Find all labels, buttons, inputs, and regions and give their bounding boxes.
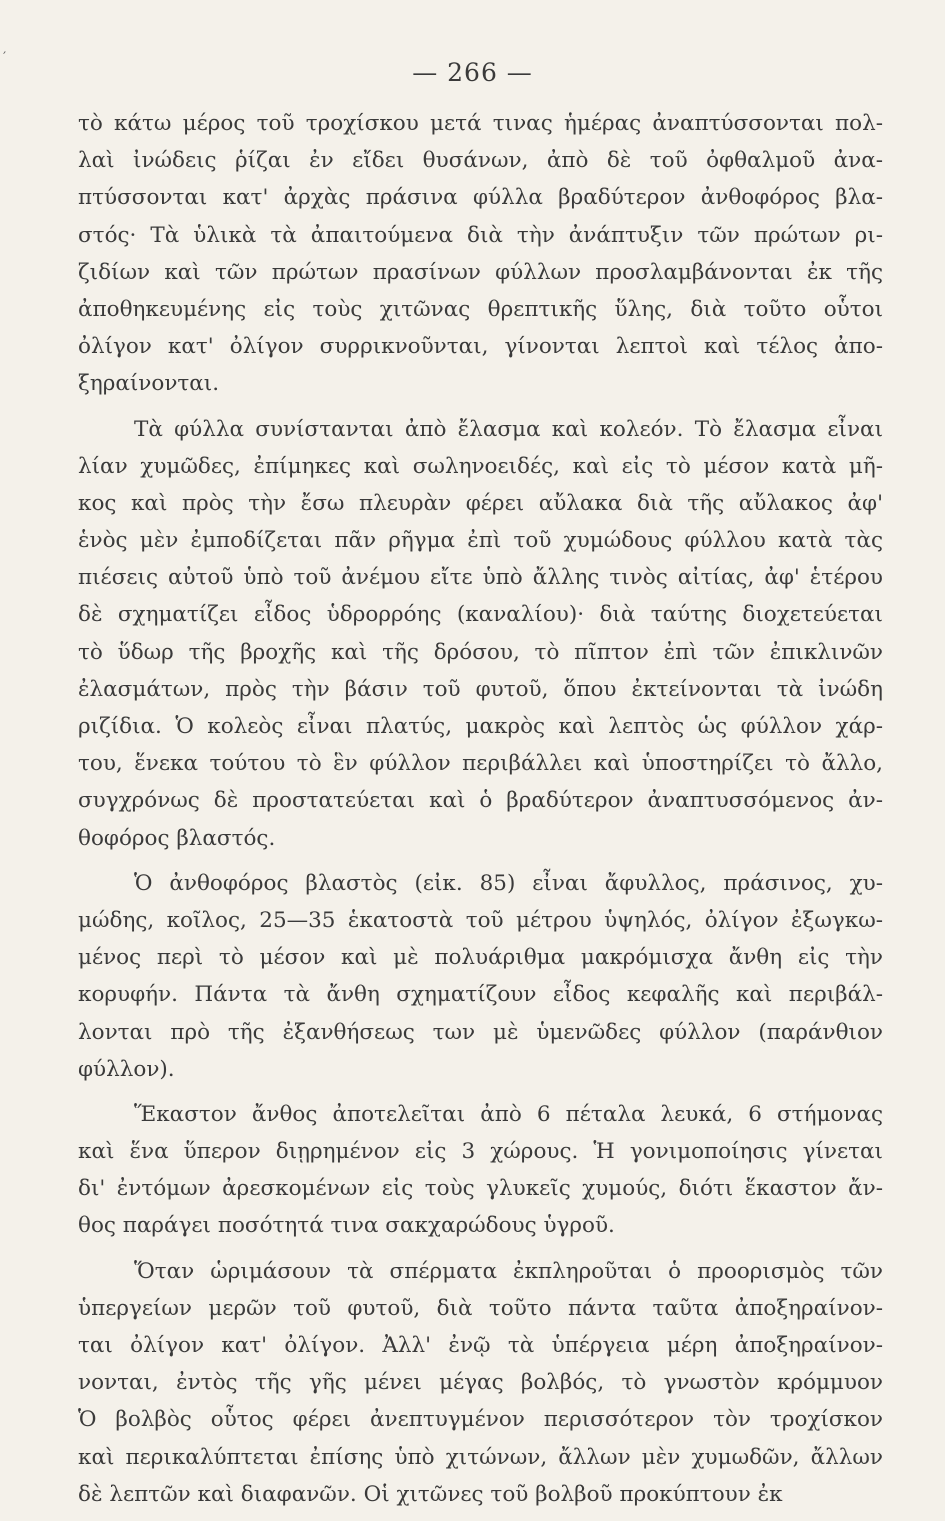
text-line: λαὶ ἰνώδεις ῥίζαι ἐν εἴδει θυσάνων, ἀπὸ δὲ τοῦ ὀφθαλμοῦ ἀνα- (78, 148, 883, 174)
page-number: — 266 — (412, 58, 533, 87)
text-line: λίαν χυμῶδες, ἐπίμηκες καὶ σωληνοειδές, καὶ εἰς τὸ μέσον κατὰ μῆ- (78, 453, 883, 479)
text-line: Τὰ φύλλα συνίστανται ἀπὸ ἔλασμα καὶ κολεόν. Τὸ ἔλασμα εἶναι (134, 416, 883, 442)
text-line: πτύσσονται κατ' ἀρχὰς πράσινα φύλλα βραδύτερον ἀνθοφόρος βλα- (78, 185, 883, 211)
text-line: μένος περὶ τὸ μέσον καὶ μὲ πολυάριθμα μακρόμισχα ἄνθη εἰς τὴν (78, 945, 883, 971)
text-line: ὀλίγον κατ' ὀλίγον συρρικνοῦνται, γίνονται λεπτοὶ καὶ τέλος ἀπο- (78, 334, 883, 360)
text-line: κος καὶ πρὸς τὴν ἔσω πλευρὰν φέρει αὔλακα διὰ τῆς αὔλακος ἀφ' (78, 490, 883, 516)
margin-mark: ′ (3, 50, 7, 66)
text-line: καὶ περικαλύπτεται ἐπίσης ὑπὸ χιτώνων, ἄλλων μὲν χυμωδῶν, ἄλλων (78, 1444, 883, 1470)
text-line: ἑνὸς μὲν ἐμποδίζεται πᾶν ρῆγμα ἐπὶ τοῦ χυμώδους φύλλου κατὰ τὰς (78, 528, 883, 554)
paragraph (78, 411, 883, 857)
text-line: ξηραίνονται. (78, 371, 220, 397)
text-line: Ἕκαστον ἄνθος ἀποτελεῖται ἀπὸ 6 πέταλα λευκά, 6 στήμονας (134, 1101, 883, 1127)
text-line: θος παράγει ποσότητά τινα σακχαρώδους ὑγροῦ. (78, 1213, 615, 1239)
text-line: στός· Τὰ ὑλικὰ τὰ ἀπαιτούμενα διὰ τὴν ἀνάπτυξιν τῶν πρώτων ρι- (78, 222, 883, 248)
text-line: κορυφήν. Πάντα τὰ ἄνθη σχηματίζουν εἶδος κεφαλῆς καὶ περιβάλ- (78, 982, 883, 1008)
paragraph (78, 1253, 883, 1513)
text-line: τὸ ὕδωρ τῆς βροχῆς καὶ τῆς δρόσου, τὸ πῖπτον ἐπὶ τῶν ἐπικλινῶν (78, 639, 883, 665)
text-line: φύλλον). (78, 1056, 175, 1082)
text-line: τὸ κάτω μέρος τοῦ τροχίσκου μετά τινας ἡμέρας ἀναπτύσσονται πολ- (78, 111, 883, 136)
text-line: Ὁ ἀνθοφόρος βλαστὸς (εἰκ. 85) εἶναι ἄφυλλος, πράσινος, χυ- (134, 870, 883, 896)
text-line: καὶ ἕνα ὕπερον διῃρημένον εἰς 3 χώρους. Ἡ γονιμοποίησις γίνεται (78, 1139, 883, 1165)
text-line: δι' ἐντόμων ἀρεσκομένων εἰς τοὺς γλυκεῖς χυμούς, διότι ἕκαστον ἄν- (78, 1176, 883, 1202)
body-text (78, 105, 883, 1521)
text-line: θοφόρος βλαστός. (78, 825, 276, 851)
text-line: δὲ σχηματίζει εἶδος ὑδρορρόης (καναλίου)· διὰ ταύτης διοχετεύεται (78, 602, 883, 628)
text-line: ται ὀλίγον κατ' ὀλίγον. Ἀλλ' ἐνῷ τὰ ὑπέργεια μέρη ἀποξηραίνον- (78, 1333, 883, 1358)
paragraph (78, 105, 883, 403)
text-line: ζιδίων καὶ τῶν πρώτων πρασίνων φύλλων προσλαμβάνονται ἐκ τῆς (78, 259, 883, 285)
text-line: δὲ λεπτῶν καὶ διαφανῶν. Οἱ χιτῶνες τοῦ βολβοῦ προκύπτουν ἐκ (78, 1481, 783, 1507)
text-line: λονται πρὸ τῆς ἐξανθήσεως των μὲ ὑμενῶδες φύλλον (παράνθιον (78, 1019, 883, 1045)
text-line: συγχρόνως δὲ προστατεύεται καὶ ὁ βραδύτερον ἀναπτυσσόμενος ἀν- (78, 788, 883, 814)
text-line: μώδης, κοῖλος, 25—35 ἑκατοστὰ τοῦ μέτρου ὑψηλός, ὀλίγον ἐξωγκω- (78, 907, 883, 933)
text-line: Ὅταν ὡριμάσουν τὰ σπέρματα ἐκπληροῦται ὁ προορισμὸς τῶν (134, 1258, 883, 1284)
text-line: ἐλασμάτων, πρὸς τὴν βάσιν τοῦ φυτοῦ, ὅπου ἐκτείνονται τὰ ἰνώδη (78, 676, 883, 702)
text-line: ὑπεργείων μερῶν τοῦ φυτοῦ, διὰ τοῦτο πάντα ταῦτα ἀποξηραίνον- (78, 1295, 883, 1321)
text-line: ἀποθηκευμένης εἰς τοὺς χιτῶνας θρεπτικῆς ὕλης, διὰ τοῦτο οὗτοι (78, 296, 883, 322)
text-line: του, ἕνεκα τούτου τὸ ἓν φύλλον περιβάλλει καὶ ὑποστηρίζει τὸ ἄλλο, (78, 751, 883, 777)
text-line: Ὁ βολβὸς οὗτος φέρει ἀνεπτυγμένον περισσότερον τὸν τροχίσκον (78, 1407, 883, 1433)
paragraph (78, 1096, 883, 1245)
text-line: ριζίδια. Ὁ κολεὸς εἶναι πλατύς, μακρὸς καὶ λεπτὸς ὡς φύλλον χάρ- (78, 714, 883, 739)
paragraph (78, 865, 883, 1088)
text-line: νονται, ἐντὸς τῆς γῆς μένει μέγας βολβός, τὸ γνωστὸν κρόμμυον (78, 1370, 883, 1396)
text-line: πιέσεις αὐτοῦ ὑπὸ τοῦ ἀνέμου εἴτε ὑπὸ ἄλλης τινὸς αἰτίας, ἀφ' ἑτέρου (78, 565, 883, 591)
